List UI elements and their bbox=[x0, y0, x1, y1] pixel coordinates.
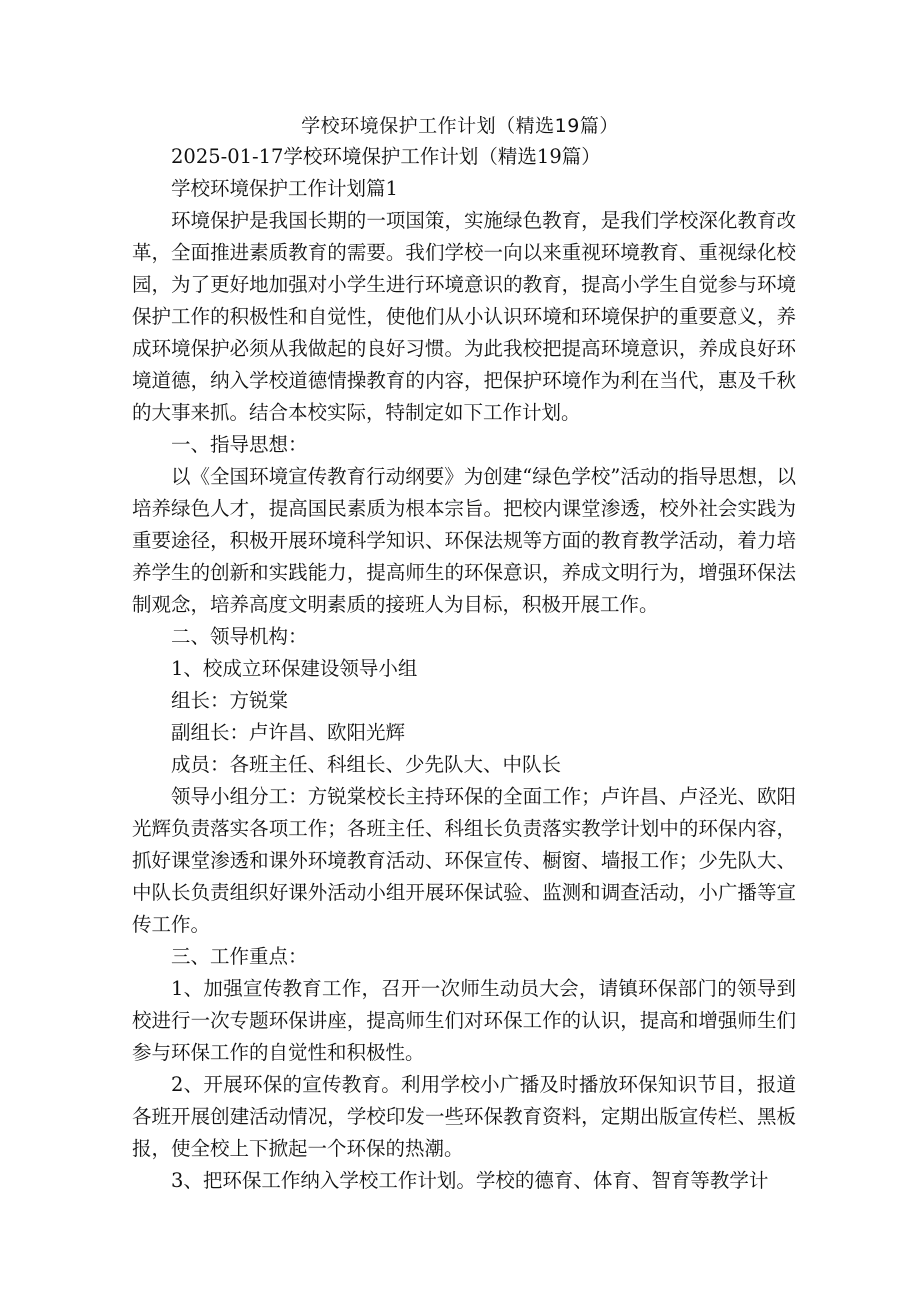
paragraph-date-line: 2025-01-17学校环境保护工作计划（精选19篇） bbox=[171, 145, 601, 168]
paragraph: 2、开展环保的宣传教育。利用学校小广播及时播放环保知识节目，报道各班开展创建活动情况，学校印发一些环保教育资料，定期出版宣传栏、黑板报，使全校上下掀起一个环保的热潮。 bbox=[132, 1073, 796, 1160]
paragraph-heading: 三、工作重点： bbox=[171, 945, 308, 968]
paragraph: 成员：各班主任、科组长、少先队大、中队长 bbox=[171, 753, 562, 776]
paragraph: 领导小组分工：方锐棠校长主持环保的全面工作；卢许昌、卢泾光、欧阳光辉负责落实各项工作；各班主任、科组长负责落实教学计划中的环保内容，抓好课堂渗透和课外环境教育活动、环保宣传、橱窗、墙报工作；少先队大、中队长负责组织好课外活动小组开展环保试验、监测和调查活动，小广播等宣传工作。 bbox=[132, 785, 796, 936]
paragraph: 组长：方锐棠 bbox=[171, 689, 289, 712]
paragraph-heading: 一、指导思想： bbox=[171, 433, 308, 456]
document-body bbox=[132, 141, 796, 1197]
document-title: 学校环境保护工作计划（精选19篇） bbox=[301, 115, 619, 137]
paragraph-heading: 二、领导机构： bbox=[171, 625, 308, 648]
paragraph: 以《全国环境宣传教育行动纲要》为创建“绿色学校”活动的指导思想，以培养绿色人才，提高国民素质为根本宗旨。把校内课堂渗透，校外社会实践为重要途径，积极开展环境科学知识、环保法规等方面的教育教学活动，着力培养学生的创新和实践能力，提高师生的环保意识，养成文明行为，增强环保法制观念，培养高度文明素质的接班人为目标，积极开展工作。 bbox=[132, 465, 796, 616]
paragraph: 1、校成立环保建设领导小组 bbox=[171, 657, 418, 680]
paragraph: 3、把环保工作纳入学校工作计划。学校的德育、体育、智育等教学计 bbox=[171, 1169, 769, 1192]
paragraph-section-heading: 学校环境保护工作计划篇1 bbox=[171, 177, 398, 200]
paragraph: 1、加强宣传教育工作，召开一次师生动员大会，请镇环保部门的领导到校进行一次专题环保讲座，提高师生们对环保工作的认识，提高和增强师生们参与环保工作的自觉性和积极性。 bbox=[132, 977, 796, 1064]
paragraph: 副组长：卢许昌、欧阳光辉 bbox=[171, 721, 406, 744]
paragraph: 环境保护是我国长期的一项国策，实施绿色教育，是我们学校深化教育改革，全面推进素质教育的需要。我们学校一向以来重视环境教育、重视绿化校园，为了更好地加强对小学生进行环境意识的教育，提高小学生自觉参与环境保护工作的积极性和自觉性，使他们从小认识环境和环境保护的重要意义，养成环境保护必须从我做起的良好习惯。为此我校把提高环境意识，养成良好环境道德，纳入学校道德情操教育的内容，把保护环境作为利在当代，惠及千秋的大事来抓。结合本校实际，特制定如下工作计划。 bbox=[132, 209, 796, 424]
